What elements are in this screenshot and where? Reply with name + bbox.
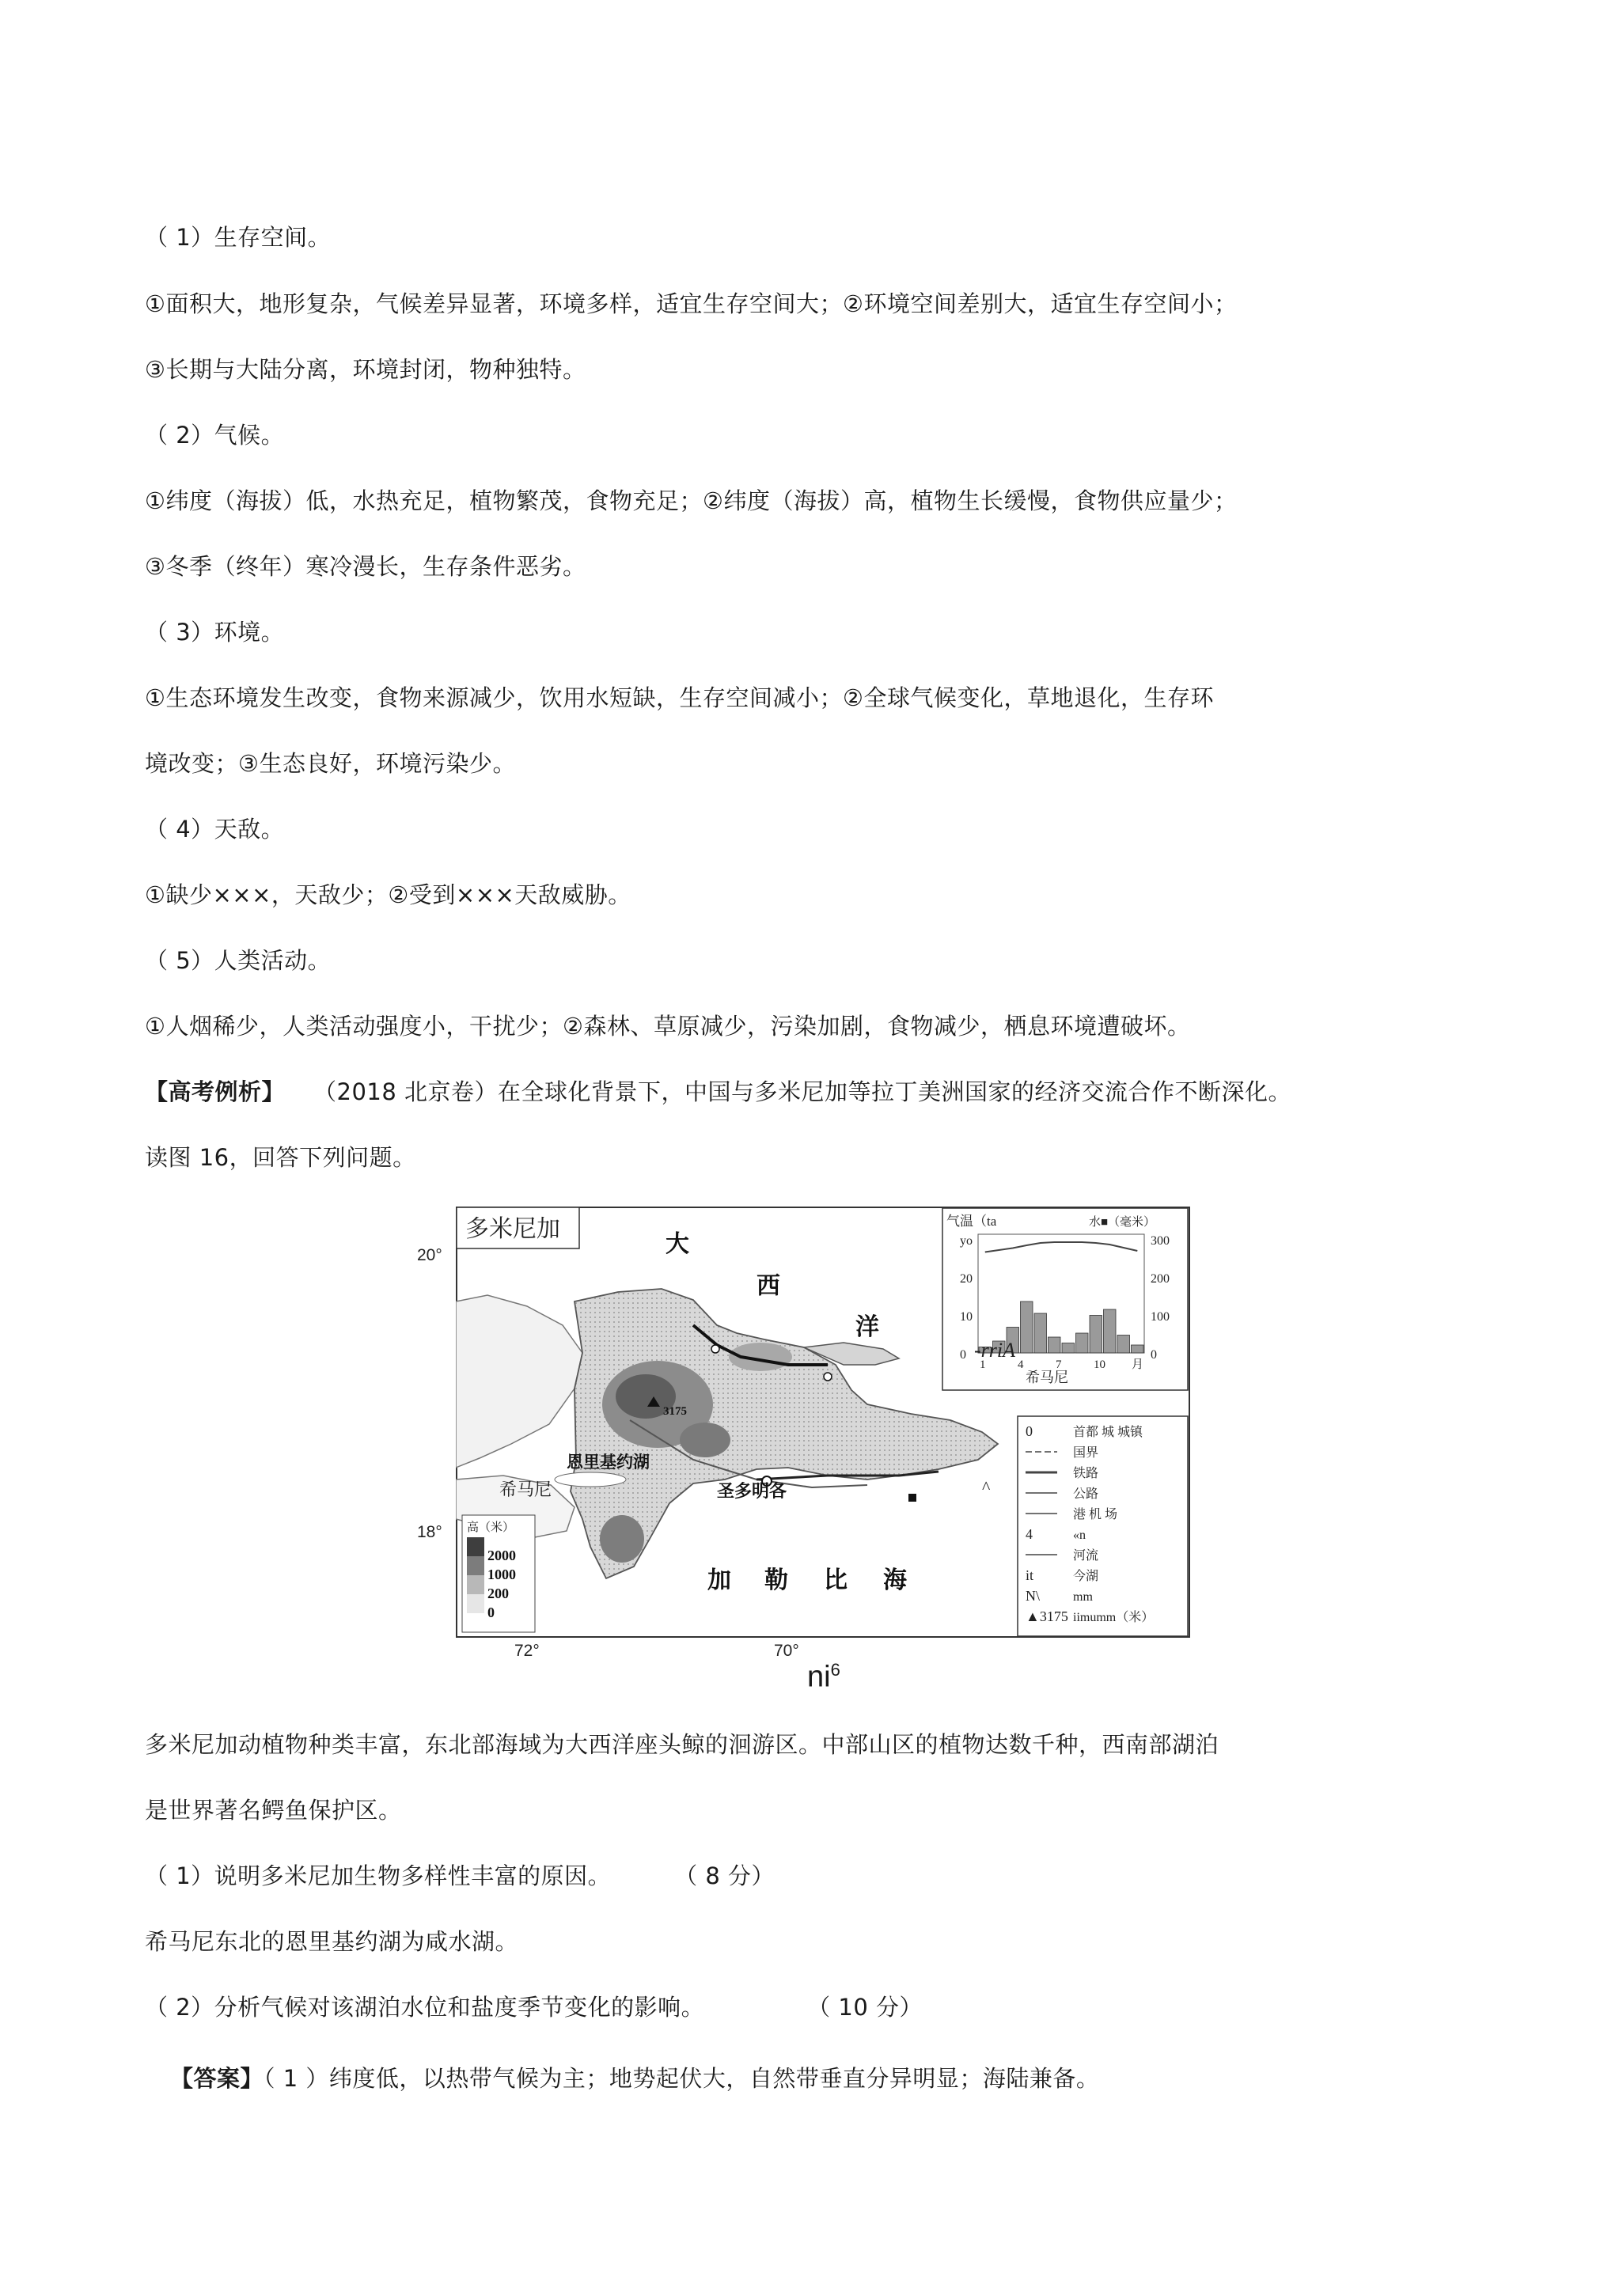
ocean-char-1: 大 [666,1231,689,1257]
example-tag: 【高考例析】 [145,1078,286,1105]
section-2-line-1: ①纬度（海拔）低，水热充足，植物繁茂，食物充足；②纬度（海拔）高，植物生长缓慢，食物供应量少； [145,487,1238,514]
lake-note: 希马尼东北的恩里基约湖为咸水湖。 [145,1928,519,1955]
peak-label: 3175 [663,1405,687,1418]
precip-bar [1090,1316,1102,1354]
answer-tag: 【答案】 [170,2065,264,2092]
precip-bar [1104,1309,1117,1353]
answer-line [170,2064,1099,2093]
elevation-legend-title: 高（米） [467,1521,515,1534]
caret-mark: ^ [982,1477,991,1497]
legend-label: 港 机 场 [1073,1508,1118,1521]
question-1 [145,1862,775,1890]
legend-label: 首都 城 城镇 [1073,1426,1143,1439]
legend-symbol: N\ [1026,1588,1040,1604]
precip-bar [1021,1301,1033,1353]
climate-ocr-overlay: -rriA [974,1339,1015,1362]
figure-caption-main: ni [807,1660,831,1694]
precip-tick: 100 [1151,1310,1170,1324]
legend-symbol: ▲3175 [1026,1608,1068,1624]
temp-tick: 0 [960,1348,966,1362]
temp-tick: 10 [960,1310,973,1324]
legend-label: iimumm（米） [1073,1611,1155,1624]
lake-label: 恩里基约湖 [567,1453,650,1472]
background-line-2: 是世界著名鳄鱼保护区。 [145,1797,402,1824]
precip-bar [1034,1313,1047,1353]
example-text: 在全球化背景下，中国与多米尼加等拉丁美洲国家的经济交流合作不断深化。 [498,1078,1292,1105]
ocean-char-2: 西 [757,1273,780,1299]
section-1-line-1: ①面积大，地形复杂，气候差异显著，环境多样，适宜生存空间大；②环境空间差别大，适宜生存空间小； [145,290,1238,317]
month-tick: 1 [980,1358,986,1371]
question-2-score: （ 10 分） [807,1994,923,2021]
elev-value-4: 0 [487,1605,495,1620]
capital-label: 圣多明各 [717,1481,787,1501]
legend-label: 河流 [1073,1549,1099,1563]
question-1-score: （ 8 分） [674,1862,775,1889]
example-read-figure: 读图 16，回答下列问题。 [145,1144,416,1171]
legend-label: 国界 [1073,1446,1099,1460]
sea-char-2: 勒 [764,1567,788,1593]
lake-enriquillo [555,1472,626,1487]
section-5-heading: （ 5）人类活动。 [145,947,332,974]
legend-label: mm [1073,1590,1093,1604]
lat-18-label: 18° [417,1523,442,1541]
section-2-heading: （ 2）气候。 [145,422,285,449]
month-tick: 月 [1132,1358,1144,1371]
map-title: 多米尼加 [465,1216,560,1242]
section-1-heading: （ 1）生存空间。 [145,224,332,251]
section-1-line-2: ③长期与大陆分离，环境封闭，物种独特。 [145,356,586,383]
sea-char-1: 加 [707,1567,731,1593]
climate-chart [942,1208,1188,1390]
precip-bar [1076,1333,1089,1353]
temp-tick: yo [960,1234,973,1248]
month-tick: 4 [1018,1358,1024,1371]
precip-tick: 0 [1151,1348,1157,1362]
section-4-heading: （ 4）天敌。 [145,816,285,843]
temp-tick: 20 [960,1272,973,1286]
lat-20-label: 20° [417,1246,442,1264]
precip-tick: 200 [1151,1272,1170,1286]
question-2-text: （ 2）分析气候对该湖泊水位和盐度季节变化的影响。 [145,1994,705,2021]
section-5-line-1: ①人烟稀少，人类活动强度小，干扰少；②森林、草原减少，污染加剧，食物减少，栖息环境遭破坏。 [145,1013,1191,1040]
background-line-1: 多米尼加动植物种类丰富，东北部海域为大西洋座头鲸的洄游区。中部山区的植物达数千种，西南部湖泊 [145,1731,1219,1758]
legend-label: 今湖 [1073,1570,1099,1583]
legend-label: 公路 [1073,1487,1099,1501]
sea-char-3: 比 [824,1567,848,1593]
elev-value-3: 200 [487,1586,509,1601]
precip-bar [1062,1343,1075,1354]
precip-bar [1132,1345,1144,1353]
city-label-left: 希马尼 [499,1480,552,1499]
elevation-legend [462,1515,535,1632]
question-2 [145,1993,923,2021]
elev-value-2: 1000 [487,1567,516,1582]
legend-symbol: 0 [1026,1423,1033,1439]
ocean-char-3: 洋 [855,1314,879,1340]
month-tick: 7 [1056,1358,1062,1371]
climate-station-name: 希马尼 [1026,1370,1068,1385]
precip-bar [1117,1336,1130,1354]
section-3-heading: （ 3）环境。 [145,619,285,646]
precip-tick: 300 [1151,1234,1170,1248]
legend-symbol: 4 [1026,1526,1033,1542]
legend-label: «n [1073,1529,1086,1542]
legend-symbol: it [1026,1567,1034,1583]
figure-caption-sup: 6 [830,1660,840,1680]
legend-label: 铁路 [1073,1467,1099,1480]
elev-value-1: 2000 [487,1548,516,1563]
example-intro [145,1078,1291,1106]
figure-caption [807,1660,840,1695]
precip-bar [1049,1337,1061,1353]
map-legend [1018,1416,1188,1636]
question-1-text: （ 1）说明多米尼加生物多样性丰富的原因。 [145,1862,612,1889]
lon-70-label: 70° [774,1642,799,1660]
example-source: （2018 北京卷） [313,1078,499,1105]
temp-axis-label: 气温（ta [946,1214,997,1229]
precip-axis-label: 水■（毫米） [1089,1216,1156,1229]
month-tick: 10 [1094,1358,1105,1371]
section-2-line-2: ③冬季（终年）寒冷漫长，生存条件恶劣。 [145,553,586,580]
lon-72-label: 72° [514,1642,540,1660]
section-3-line-2: 境改变；③生态良好，环境污染少。 [145,750,516,777]
section-4-line-1: ①缺少×××，天敌少；②受到×××天敌威胁。 [145,881,631,908]
sea-char-4: 海 [883,1567,907,1593]
answer-text: （ 1 ）纬度低，以热带气候为主；地势起伏大，自然带垂直分异明显；海陆兼备。 [264,2065,1100,2092]
section-3-line-1: ①生态环境发生改变，食物来源减少，饮用水短缺，生存空间减小；②全球气候变化，草地退化，生存环 [145,684,1214,711]
dominican-map-figure [456,1207,1190,1638]
